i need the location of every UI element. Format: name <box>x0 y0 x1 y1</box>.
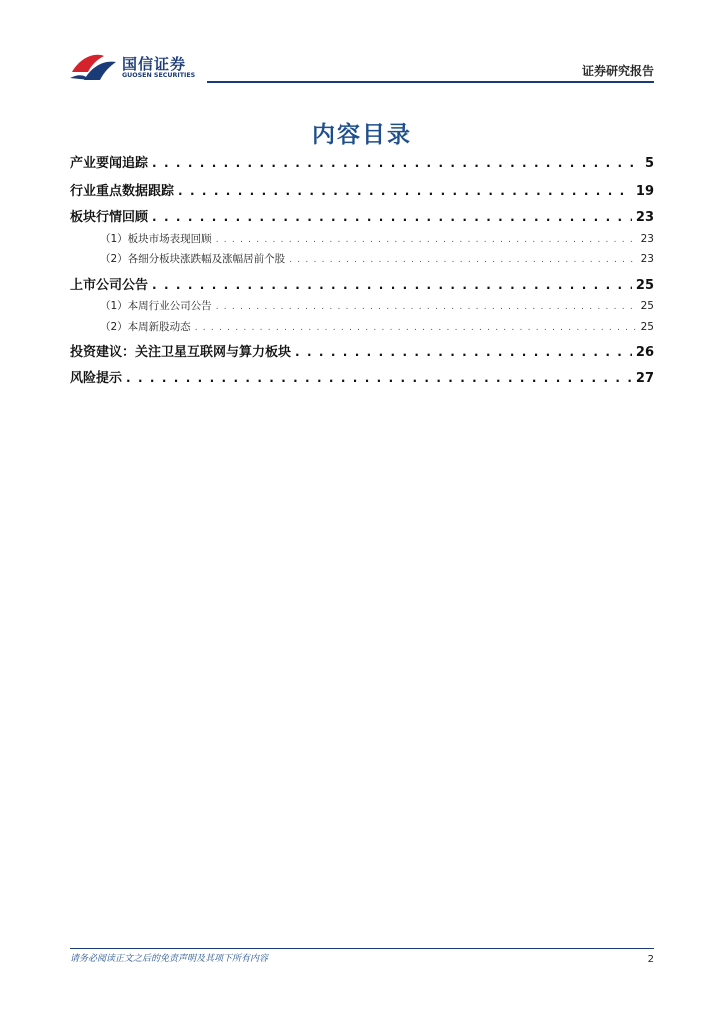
toc-entry-label: 产业要闻追踪 <box>70 156 149 171</box>
toc-entry-label: （2）各细分板块涨跌幅及涨幅居前个股 <box>100 253 286 265</box>
toc-subentry[interactable] <box>70 231 654 246</box>
report-type-label: 证券研究报告 <box>581 64 654 78</box>
disclaimer-note: 请务必阅读正文之后的免责声明及其项下所有内容 <box>70 954 269 964</box>
logo-chinese-text: 国信证券 <box>122 55 187 73</box>
toc-entry[interactable] <box>70 341 654 360</box>
toc-entry-label: 风险提示 <box>70 371 123 386</box>
toc-leader-dots <box>216 302 637 312</box>
page-number: 2 <box>647 954 654 965</box>
toc-leader-dots <box>178 184 632 198</box>
header-divider <box>207 81 654 83</box>
toc-entry-label: 投资建议：关注卫星互联网与算力板块 <box>70 345 292 360</box>
toc-entry-label: 行业重点数据跟踪 <box>70 184 175 199</box>
toc-entry-label: （1）板块市场表现回顾 <box>100 233 212 245</box>
page-header <box>0 0 724 90</box>
toc-leader-dots <box>126 371 632 385</box>
footer-divider <box>70 948 654 949</box>
toc-entry-page: 19 <box>635 184 654 199</box>
toc-entry[interactable] <box>70 206 654 225</box>
toc-entry-page: 23 <box>635 210 654 225</box>
toc-entry[interactable] <box>70 180 654 199</box>
toc-entry-page: 25 <box>635 278 654 293</box>
toc-leader-dots <box>152 156 641 170</box>
toc-entry-label: 上市公司公告 <box>70 278 149 293</box>
toc-entry[interactable] <box>70 367 654 386</box>
toc-entry[interactable] <box>70 152 654 171</box>
toc-entry-page: 27 <box>635 371 654 386</box>
toc-entry-page: 23 <box>640 253 654 265</box>
toc-subentry[interactable] <box>70 298 654 313</box>
logo-english-text: GUOSEN SECURITIES <box>122 72 196 79</box>
toc-entry[interactable] <box>70 274 654 293</box>
toc-entry-label: （2）本周新股动态 <box>100 321 191 333</box>
toc-leader-dots <box>295 345 632 359</box>
toc-entry-page: 25 <box>640 321 654 333</box>
toc-entry-label: 板块行情回顾 <box>70 210 149 225</box>
toc-entry-page: 26 <box>635 345 654 360</box>
toc-subentry[interactable] <box>70 319 654 334</box>
toc-entry-label: （1）本周行业公司公告 <box>100 300 212 312</box>
toc-entry-page: 5 <box>644 156 654 171</box>
guosen-logo <box>70 50 220 84</box>
guosen-logo-icon <box>70 50 118 84</box>
toc-leader-dots <box>152 210 632 224</box>
toc-subentry[interactable] <box>70 251 654 266</box>
toc-leader-dots <box>216 235 637 245</box>
toc-leader-dots <box>289 255 636 265</box>
toc-entry-page: 25 <box>640 300 654 312</box>
toc-entry-page: 23 <box>640 233 654 245</box>
toc-title: 内容目录 <box>312 122 412 148</box>
toc-leader-dots <box>195 323 637 333</box>
toc-leader-dots <box>152 278 632 292</box>
